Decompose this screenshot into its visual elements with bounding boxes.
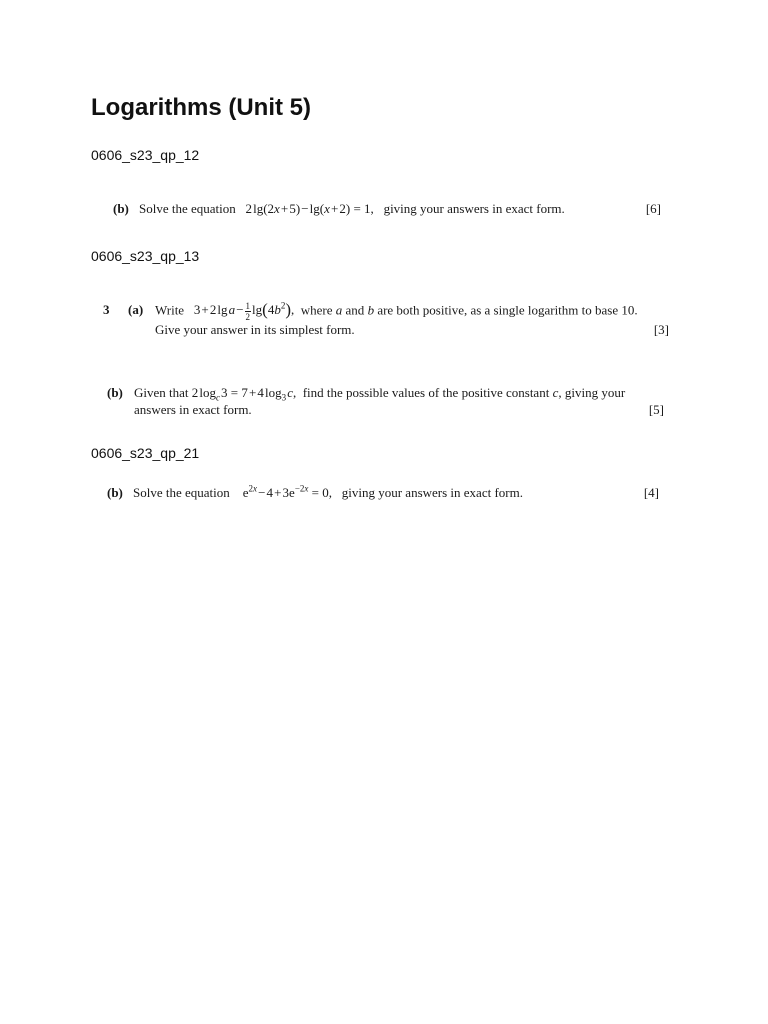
marks-badge: [3] bbox=[653, 322, 669, 337]
question-prefix: Solve the equation bbox=[133, 485, 230, 500]
equation: $e^{2x}$ − 4 + $3e^{-2x} = 0$, bbox=[242, 483, 332, 500]
question-prefix: Solve the equation bbox=[139, 201, 236, 216]
marks-badge: [4] bbox=[643, 485, 659, 500]
question-part-label: (b) bbox=[107, 485, 123, 500]
question-line-2: Give your answer in its simplest form. bbox=[155, 322, 355, 337]
variable: c bbox=[552, 385, 559, 400]
expression: 3 + 2 lg a − $\frac{1}{2}$ $\lg(4b^2)$, bbox=[193, 300, 295, 322]
question-item bbox=[107, 384, 664, 420]
paper-code: 0606_s23_qp_21 bbox=[91, 445, 200, 461]
question-prefix: Write bbox=[155, 302, 185, 318]
question-part-label: (b) bbox=[113, 201, 129, 216]
question-prefix: Given that bbox=[134, 385, 189, 400]
question-item bbox=[113, 200, 661, 218]
question-part-label: (a) bbox=[128, 302, 144, 317]
question-text bbox=[133, 484, 523, 502]
paper-code: 0606_s23_qp_13 bbox=[91, 248, 200, 264]
question-suffix: giving your answers in exact form. bbox=[383, 201, 565, 216]
question-suffix-end: , giving your bbox=[558, 385, 626, 400]
paper-code: 0606_s23_qp_12 bbox=[91, 147, 200, 163]
equation: 2 $\log_c$ 3 = 7 + 4 $\log_3$ c, bbox=[191, 385, 297, 403]
question-text bbox=[139, 200, 565, 218]
equation: 2 lg(2x + 5) − lg(x + 2) = 1, bbox=[245, 201, 374, 216]
marks-badge: [6] bbox=[645, 201, 661, 216]
question-item bbox=[107, 484, 659, 502]
question-line-1 bbox=[155, 301, 638, 322]
question-item bbox=[103, 296, 669, 338]
question-suffix: find the possible values of the positive constant bbox=[302, 385, 550, 400]
page-title: Logarithms (Unit 5) bbox=[91, 94, 311, 121]
question-line-1 bbox=[134, 384, 625, 402]
question-suffix: giving your answers in exact form. bbox=[341, 485, 523, 500]
marks-badge: [5] bbox=[648, 402, 664, 417]
question-suffix: where a and b are both positive, as a single logarithm to base 10. bbox=[300, 302, 638, 318]
question-number: 3 bbox=[103, 302, 110, 317]
question-part-label: (b) bbox=[107, 385, 123, 400]
question-line-2: answers in exact form. bbox=[134, 402, 252, 417]
